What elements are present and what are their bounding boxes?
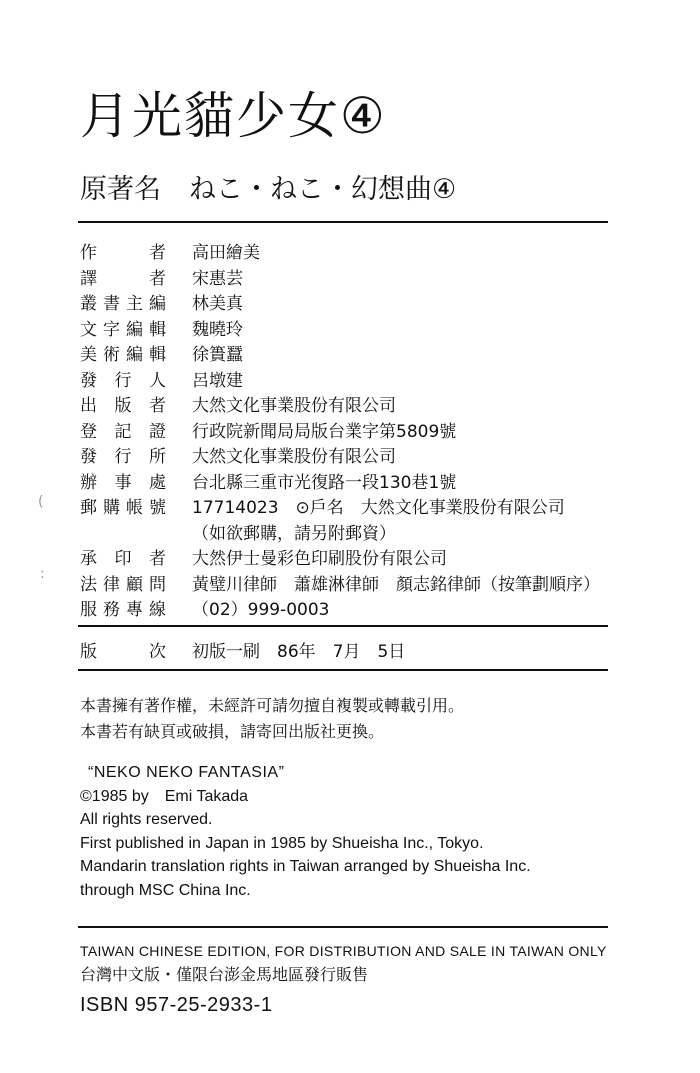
edition-row [80,637,405,662]
edition-label: 版次 [80,642,166,662]
isbn: ISBN 957-25-2933-1 [80,994,273,1016]
credit-value: 宋惠芸 [192,268,243,289]
english-line: First published in Japan in 1985 by Shueisha Inc., Tokyo. [80,834,484,852]
credit-row [80,264,620,290]
credit-label: 叢書主編 [80,294,166,315]
credit-label: 美術編輯 [80,345,166,366]
credit-label: 出版者 [80,396,166,417]
notice-line: 本書擁有著作權，未經許可請勿擅自複製或轉載引用。 [80,696,465,715]
credit-row [80,493,620,519]
credit-row [80,289,620,315]
credit-label: 法律顧問 [80,574,166,595]
credit-value: 黃璧川律師 蕭雄淋律師 顏志銘律師（按筆劃順序） [192,574,600,595]
credit-value: 呂墩建 [192,370,243,391]
credit-value: 行政院新聞局局版台業字第5809號 [192,421,457,442]
credit-row [80,417,620,443]
divider-edition [78,669,608,671]
credit-value: （如欲郵購，請另附郵資） [192,523,396,544]
credit-label: 譯者 [80,268,166,289]
copyright-notice [80,693,464,745]
notice-line: 本書若有缺頁或破損，請寄回出版社更換。 [80,722,385,741]
volume-number: ④ [340,87,387,145]
divider-credits [78,625,608,627]
credit-row [80,544,620,570]
credit-label: 發行所 [80,447,166,468]
credit-label: 登記證 [80,421,166,442]
credit-label: 作者 [80,243,166,264]
credit-value: （02）999-0003 [192,600,330,621]
credit-label: 郵購帳號 [80,498,166,519]
credit-value: 台北縣三重市光復路一段130巷1號 [192,472,457,493]
credit-value: 林美真 [192,294,243,315]
credit-label: 文字編輯 [80,319,166,340]
footer [80,940,607,1022]
english-line: ©1985 by Emi Takada [80,787,249,805]
distribution-notice-zh: 台灣中文版・僅限台澎金馬地區發行販售 [80,965,369,984]
credit-value: 魏曉玲 [192,319,243,340]
book-title-main: 月光貓少女 [80,87,340,145]
divider-top [78,221,608,223]
credit-value: 高田繪美 [192,243,260,264]
scan-mark: : [40,566,45,582]
english-line: All rights reserved. [80,811,213,828]
english-line: Mandarin translation rights in Taiwan arranged by Shueisha Inc. [80,858,531,875]
divider-bottom [78,926,608,928]
credit-row [80,238,620,264]
credit-row [80,315,620,341]
english-line: “NEKO NEKO FANTASIA” [88,764,285,781]
credit-row [80,519,620,545]
credit-row [80,442,620,468]
credit-row [80,340,620,366]
original-title-value: ねこ・ねこ・幻想曲④ [189,174,457,205]
credit-row [80,468,620,494]
credit-row [80,366,620,392]
credit-row [80,595,620,621]
credit-value: 徐簣蠶 [192,345,243,366]
credit-label: 發行人 [80,370,166,391]
credits-list [80,238,620,621]
credit-label: 服務專線 [80,600,166,621]
credit-row [80,570,620,596]
english-copyright [80,761,531,902]
book-title [80,86,387,146]
credit-value: 大然文化事業股份有限公司 [192,447,396,468]
credit-value: 大然文化事業股份有限公司 [192,396,396,417]
credit-value: 17714023 ⊙戶名 大然文化事業股份有限公司 [192,498,565,519]
credit-value: 大然伊士曼彩色印刷股份有限公司 [192,549,447,570]
original-title-label: 原著名 [80,174,161,205]
credit-row [80,391,620,417]
edition-value: 初版一刷 86年 7月 5日 [192,642,406,662]
distribution-notice: TAIWAN CHINESE EDITION, FOR DISTRIBUTION AND SALE IN TAIWAN ONLY [80,943,607,959]
original-title [80,172,456,208]
credit-label: 承印者 [80,549,166,570]
credit-label: 辦事處 [80,472,166,493]
english-line: through MSC China Inc. [80,881,251,899]
scan-mark: ( [38,494,44,510]
